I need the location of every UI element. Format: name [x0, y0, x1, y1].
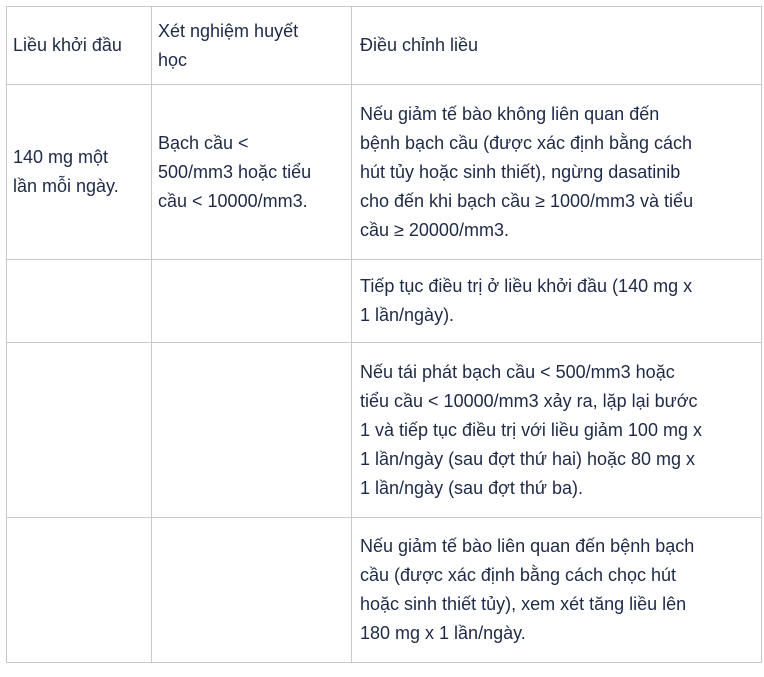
dose-adjustment-text: Nếu tái phát bạch cầu < 500/mm3 hoặc tiểu cầu < 10000/mm3 xảy ra, lặp lại bước 1 và tiếp tục điều trị với liều giảm 100 mg x 1 lần/ngày (sau đợt thứ hai) hoặc 80 mg x 1 lần/ngày (sau đợt thứ ba). [360, 361, 702, 498]
table-row [7, 343, 762, 518]
cell-dose-adjustment [352, 343, 762, 518]
cell-dose-adjustment [352, 518, 762, 663]
header-cell-start-dose [7, 7, 152, 85]
cell-dose-adjustment [352, 85, 762, 260]
cell-blood-test [152, 85, 352, 260]
cell-blood-test-empty [152, 343, 352, 518]
cell-start-dose [7, 85, 152, 260]
header-dose-adjustment-label: Điều chỉnh liều [360, 35, 479, 55]
cell-blood-test-empty [152, 260, 352, 343]
dose-adjustment-text: Nếu giảm tế bào liên quan đến bệnh bạch cầu (được xác định bằng cách chọc hút hoặc sinh thiết tủy), xem xét tăng liều lên 180 mg x 1 lần/ngày. [360, 536, 695, 643]
cell-blood-test-empty [152, 518, 352, 663]
table-row [7, 260, 762, 343]
header-blood-test-label: Xét nghiệm huyết học [158, 20, 299, 70]
dose-adjustment-text: Tiếp tục điều trị ở liều khởi đầu (140 mg x 1 lần/ngày). [360, 276, 693, 325]
header-cell-blood-test [152, 7, 352, 85]
table-row [7, 85, 762, 260]
table-row [7, 518, 762, 663]
header-start-dose-label: Liều khởi đầu [13, 35, 122, 55]
cell-start-dose-empty [7, 343, 152, 518]
header-cell-dose-adjustment [352, 7, 762, 85]
blood-test-text: Bạch cầu < 500/mm3 hoặc tiểu cầu < 10000/mm3. [158, 132, 312, 211]
cell-start-dose-empty [7, 518, 152, 663]
dose-adjustment-table [6, 6, 762, 663]
header-row [7, 7, 762, 85]
cell-start-dose-empty [7, 260, 152, 343]
dose-adjustment-text: Nếu giảm tế bào không liên quan đến bệnh bạch cầu (được xác định bằng cách hút tủy hoặc sinh thiết), ngừng dasatinib cho đến khi bạch cầu ≥ 1000/mm3 và tiểu cầu ≥ 20000/mm3. [360, 103, 694, 240]
cell-dose-adjustment [352, 260, 762, 343]
start-dose-text: 140 mg một lần mỗi ngày. [13, 147, 119, 196]
